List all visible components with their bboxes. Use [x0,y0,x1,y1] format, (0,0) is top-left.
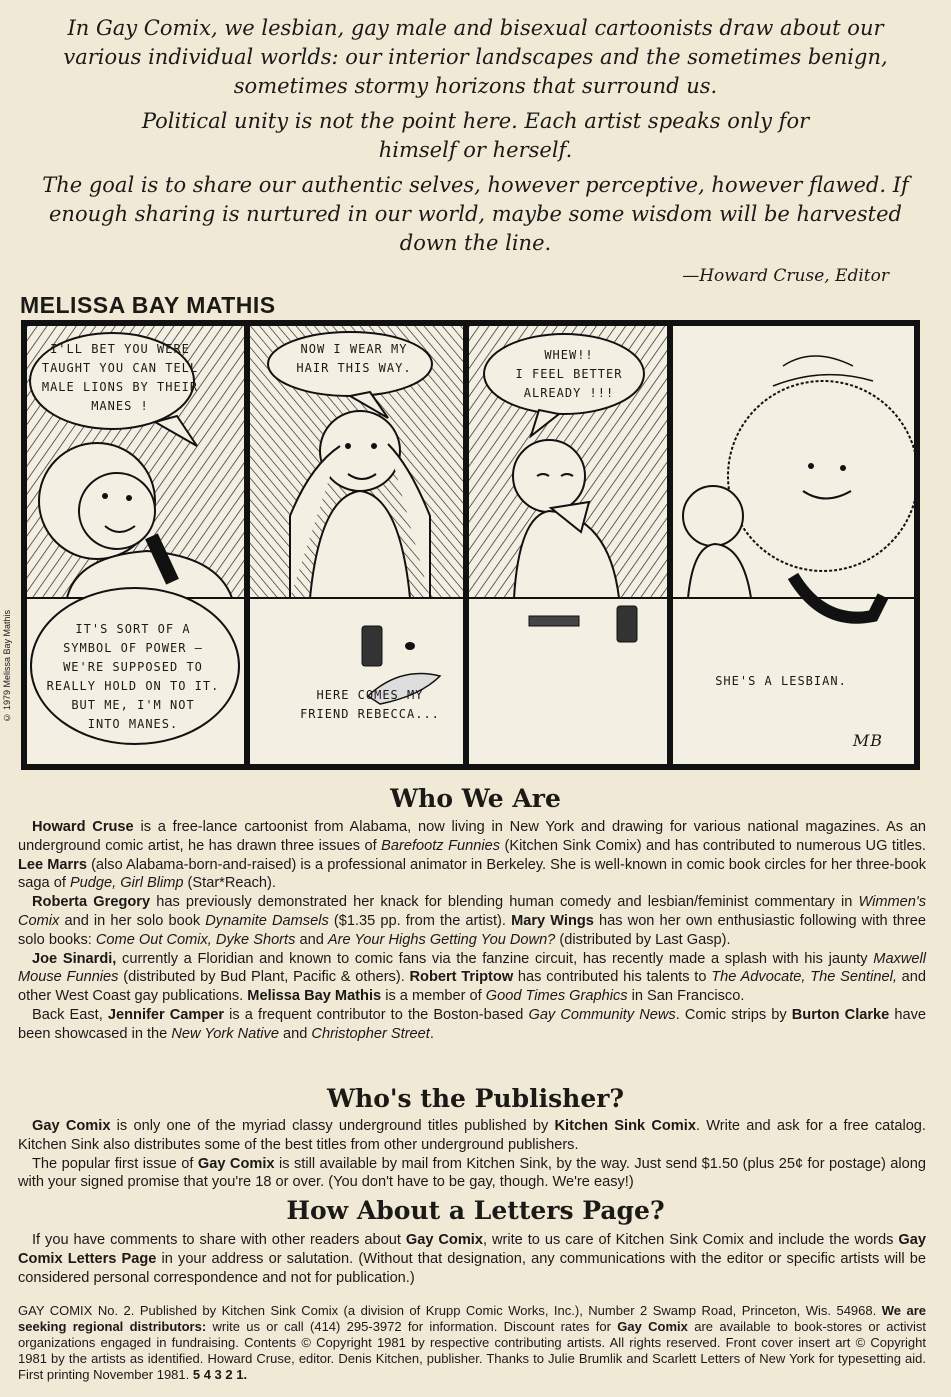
panel-4-bottom-balloon: SHE'S A LESBIAN. [715,674,847,688]
who-we-are-paragraph-1: Howard Cruse is a free-lance cartoonist from Alabama, now living in New York and drawing for various national magazines. As an underground comic artist, he has drawn three issues of Barefootz Funnies (Kitchen Sink Comix) and has contributed to numerous UG titles. Lee Marrs (also Alabama-born-and-raised) is a professional animator in Berkeley. She is well-known in comic book circles for her three-book saga of Pudge, Girl Blimp (Star*Reach). [18,819,927,892]
artist-signature: MB [852,731,884,750]
publisher-paragraph-1: Gay Comix is only one of the myriad classy underground titles published by Kitchen Sink Comix. Write and ask for a free catalog. Kitchen Sink also distributes some of the best titles from other underground publishers. [18,1118,926,1153]
editorial-intro [30,14,921,264]
who-we-are-paragraph-2: Roberta Gregory has previously demonstrated her knack for blending human comedy and lesbian/feminist commentary in Wimmen's Comix and in her solo book Dynamite Damsels ($1.35 pp. from the artist). Mary Wings has won her own enthusiastic following with three solo books: Come Out Comix, Dyke Shorts and Are Your Highs Getting You Down? (distributed by Last Gasp). [18,894,926,948]
comic-panel-2 [250,326,463,764]
who-we-are-heading: Who We Are [390,784,561,813]
intro-paragraph-2: Political unity is not the point here. Each artist speaks only for himself or herself. [141,109,810,162]
panel-2-bottom-balloon: HERE COMES MY FRIEND REBECCA... [300,688,440,721]
colophon: GAY COMIX No. 2. Published by Kitchen Sink Comix (a division of Krupp Comic Works, Inc.), Number 2 Swamp Road, Princeton, Wis. 54968. We are seeking regional distributors: write us or call (414) 295-3972 for information. Discount rates for Gay Comix are available to book-stores or activist organizations engaged in fundraising. Contents © Copyright 1981 by respective contributing artists. All rights reserved. Front cover insert art © Copyright 1981 by the artists as identified. Howard Cruse, editor. Denis Kitchen, publisher. Thanks to Julie Brumlik and Scarlett Letters of New York for typesetting aid. First printing November 1981. 5 4 3 2 1. [18,1303,926,1382]
publisher-paragraph-2: The popular first issue of Gay Comix is still available by mail from Kitchen Sink, by the way. Just send $1.50 (plus 25¢ for postage) along with your signed promise that you're 18 or over. (You don't have to be gay, though. We're easy!) [18,1155,926,1191]
comic-panel-4 [673,326,914,764]
strip-copyright: © 1979 Melissa Bay Mathis [2,610,12,723]
panel-3-top-balloon: WHEW!! I FEEL BETTER ALREADY !!! [515,348,623,400]
who-we-are-section [18,818,926,1044]
publisher-section [18,1117,926,1192]
intro-paragraph-3: The goal is to share our authentic selves, however perceptive, however flawed. If enough sharing is nurtured in our world, maybe some wisdom will be harvested down the line. [42,173,909,255]
panel-2-top-balloon: NOW I WEAR MY HAIR THIS WAY. [296,342,412,375]
panel-1-top-balloon: I'LL BET YOU WERE TAUGHT YOU CAN TELL MALE LIONS BY THEIR MANES ! [41,342,199,413]
who-we-are-paragraph-3: Joe Sinardi, currently a Floridian and known to comic fans via the fanzine circuit, has recently made a splash with his jaunty Maxwell Mouse Funnies (distributed by Bud Plant, Pacific & others). Robert Triptow has contributed his talents to The Advocate, The Sentinel, and other West Coast gay publications. Melissa Bay Mathis is a member of Good Times Graphics in San Francisco. [18,950,926,1005]
editor-signoff: —Howard Cruse, Editor [682,266,889,286]
comic-panel-3 [469,326,667,764]
letters-section [18,1231,926,1287]
letters-paragraph-1: If you have comments to share with other readers about Gay Comix, write to us care of Kitchen Sink Comix and include the words Gay Comix Letters Page in your address or salutation. (Without that designation, any communications with the editor or specific artists will be considered personal correspondence and not for publication.) [18,1232,926,1286]
strip-artist-title: MELISSA BAY MATHIS [20,292,276,318]
intro-paragraph-1: In Gay Comix, we lesbian, gay male and bisexual cartoonists draw about our various individual worlds: our interior landscapes and the sometimes benign, sometimes stormy horizons that surround us. [63,16,888,98]
panel-1-bottom-balloon: IT'S SORT OF A SYMBOL OF POWER — WE'RE SUPPOSED TO REALLY HOLD ON TO IT. BUT ME, I'M NOT INTO MANES. [46,622,220,731]
comic-strip [21,320,920,770]
publisher-heading: Who's the Publisher? [326,1084,625,1113]
who-we-are-paragraph-4: Back East, Jennifer Camper is a frequent contributor to the Boston-based Gay Community News. Comic strips by Burton Clarke have been showcased in the New York Native and Christopher Street. [18,1006,927,1042]
letters-heading: How About a Letters Page? [286,1196,665,1225]
comic-panel-1 [27,326,244,764]
panel-4-art [673,326,914,764]
